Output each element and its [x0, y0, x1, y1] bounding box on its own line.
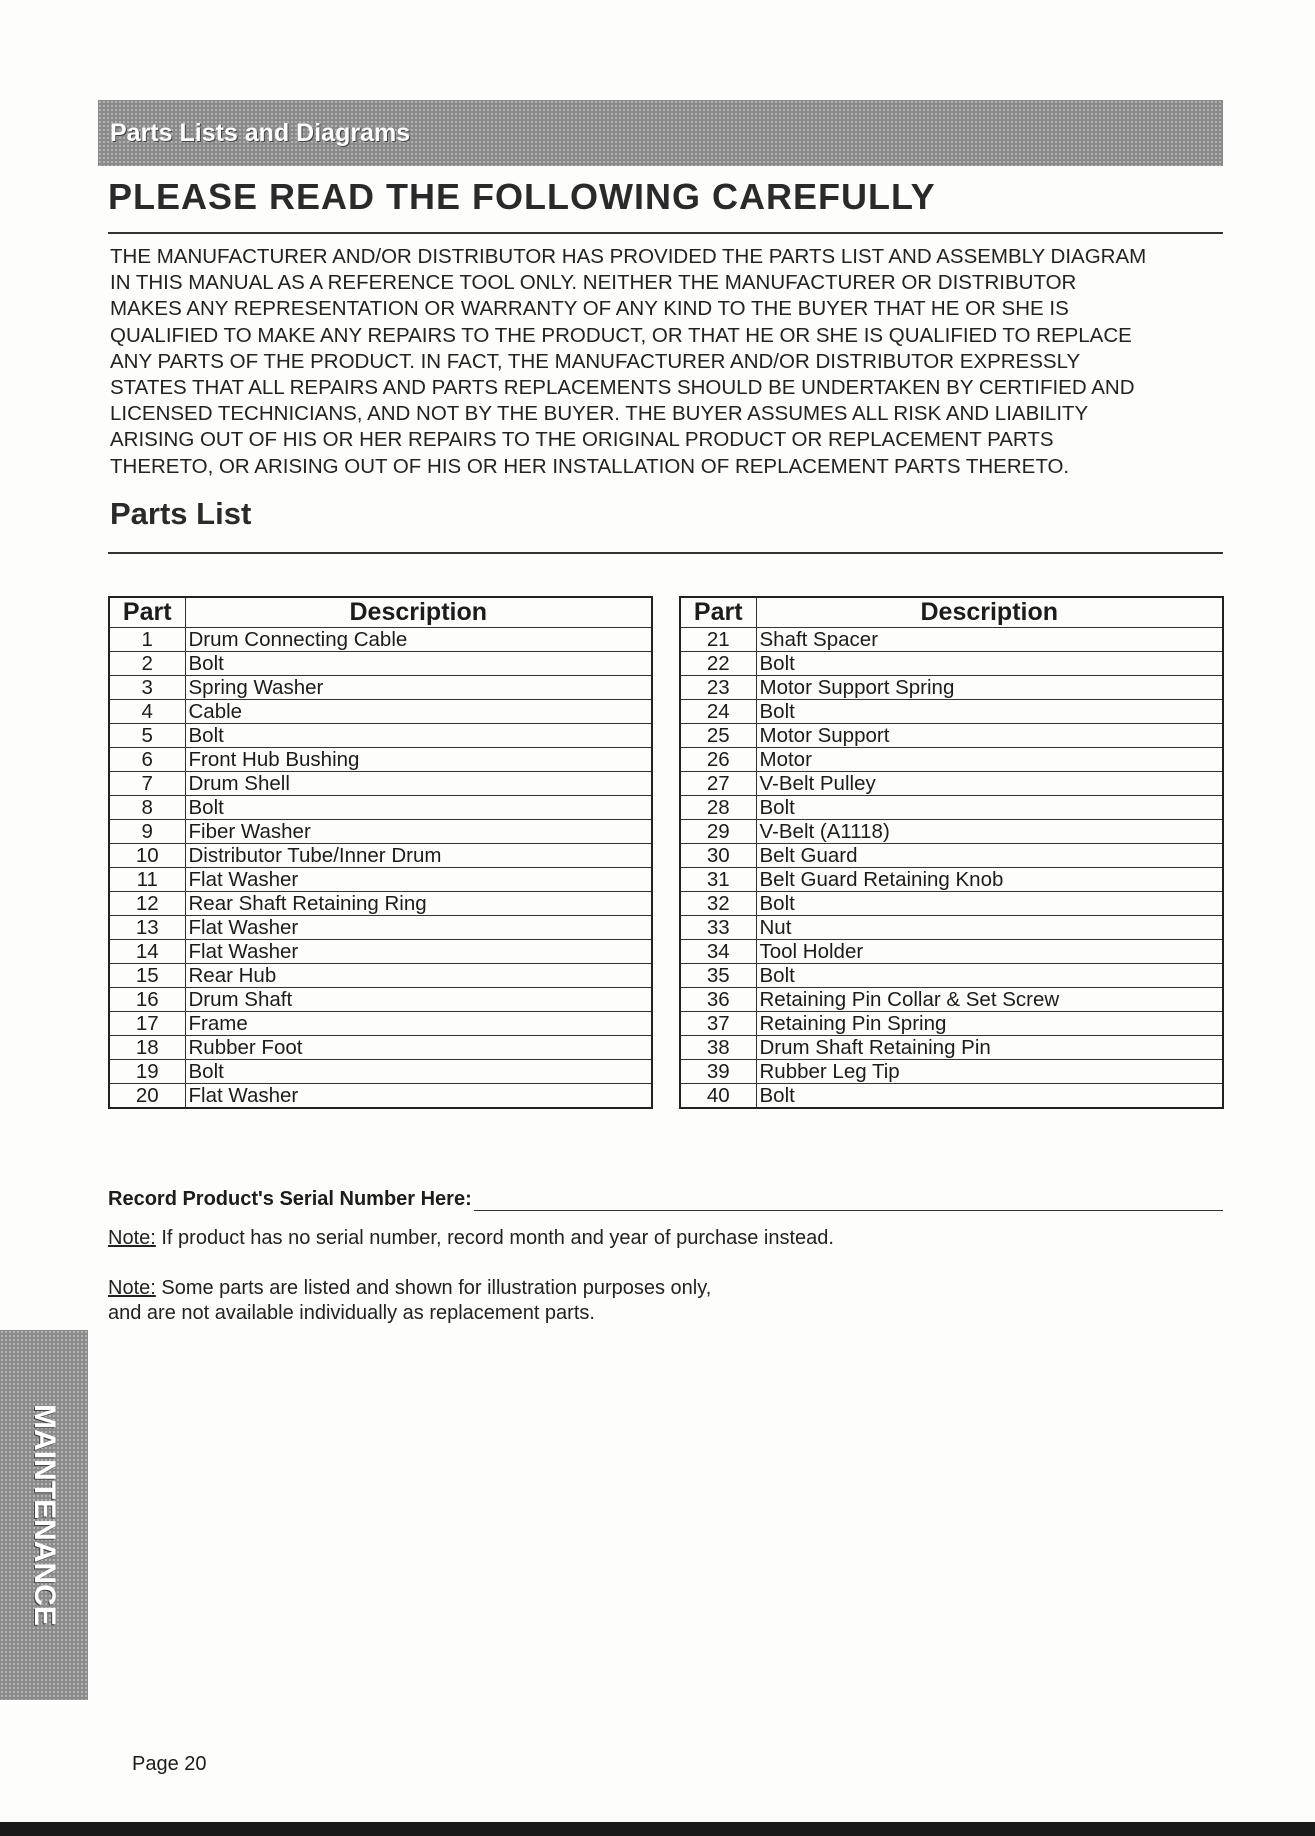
- part-description: Motor Support: [756, 724, 1223, 748]
- part-description: Flat Washer: [185, 868, 652, 892]
- part-description: Bolt: [756, 796, 1223, 820]
- table-row: [680, 964, 1223, 988]
- note-text: If product has no serial number, record month and year of purchase instead.: [161, 1227, 834, 1249]
- table-row: [680, 1084, 1223, 1109]
- part-number: 10: [109, 844, 185, 868]
- part-number: 33: [680, 916, 756, 940]
- part-description: Flat Washer: [185, 1084, 652, 1109]
- part-description: Flat Washer: [185, 940, 652, 964]
- part-description: Bolt: [756, 892, 1223, 916]
- table-row: [109, 868, 652, 892]
- table-row: [109, 988, 652, 1012]
- serial-number-field: [108, 1188, 1223, 1211]
- part-description: Bolt: [756, 964, 1223, 988]
- title-divider: [108, 232, 1223, 234]
- part-description: Bolt: [185, 724, 652, 748]
- part-description: Bolt: [756, 652, 1223, 676]
- table-row: [109, 940, 652, 964]
- part-description: Distributor Tube/Inner Drum: [185, 844, 652, 868]
- serial-number-blank-line: [474, 1192, 1223, 1211]
- part-description: Rear Shaft Retaining Ring: [185, 892, 652, 916]
- part-number: 5: [109, 724, 185, 748]
- table-row: [109, 1060, 652, 1084]
- table-row: [109, 964, 652, 988]
- part-description: Retaining Pin Collar & Set Screw: [756, 988, 1223, 1012]
- table-header-row: [680, 597, 1223, 628]
- disclaimer-line: IN THIS MANUAL AS A REFERENCE TOOL ONLY. NEITHER THE MANUFACTURER OR DISTRIBUTOR: [110, 271, 1077, 295]
- part-description: Drum Connecting Cable: [185, 628, 652, 652]
- part-description: Nut: [756, 916, 1223, 940]
- note-label: Note:: [108, 1227, 156, 1249]
- column-header-part: Part: [680, 597, 756, 628]
- part-number: 15: [109, 964, 185, 988]
- part-number: 20: [109, 1084, 185, 1109]
- part-number: 19: [109, 1060, 185, 1084]
- table-row: [109, 772, 652, 796]
- part-number: 3: [109, 676, 185, 700]
- part-number: 22: [680, 652, 756, 676]
- disclaimer-line: QUALIFIED TO MAKE ANY REPAIRS TO THE PRODUCT, OR THAT HE OR SHE IS QUALIFIED TO REPLACE: [110, 323, 1132, 347]
- part-number: 36: [680, 988, 756, 1012]
- disclaimer-line: ARISING OUT OF HIS OR HER REPAIRS TO THE ORIGINAL PRODUCT OR REPLACEMENT PARTS: [110, 428, 1054, 452]
- part-description: Motor: [756, 748, 1223, 772]
- part-description: Belt Guard Retaining Knob: [756, 868, 1223, 892]
- part-number: 29: [680, 820, 756, 844]
- note-label: Note:: [108, 1277, 156, 1299]
- table-row: [109, 700, 652, 724]
- part-description: Cable: [185, 700, 652, 724]
- disclaimer-line: ANY PARTS OF THE PRODUCT. IN FACT, THE MANUFACTURER AND/OR DISTRIBUTOR EXPRESSLY: [110, 349, 1081, 373]
- part-number: 27: [680, 772, 756, 796]
- table-row: [680, 676, 1223, 700]
- part-description: Flat Washer: [185, 916, 652, 940]
- note-serial: [108, 1226, 834, 1251]
- part-description: Bolt: [185, 796, 652, 820]
- part-description: Front Hub Bushing: [185, 748, 652, 772]
- table-row: [109, 652, 652, 676]
- part-number: 31: [680, 868, 756, 892]
- part-description: Rubber Leg Tip: [756, 1060, 1223, 1084]
- table-row: [109, 748, 652, 772]
- part-number: 9: [109, 820, 185, 844]
- side-tab-label: MAINTENANCE: [28, 1404, 61, 1626]
- table-row: [680, 868, 1223, 892]
- parts-table-right: [679, 596, 1224, 1109]
- banner-label: Parts Lists and Diagrams: [110, 118, 411, 147]
- part-description: Drum Shell: [185, 772, 652, 796]
- part-description: Bolt: [185, 652, 652, 676]
- table-row: [680, 1012, 1223, 1036]
- part-number: 32: [680, 892, 756, 916]
- note-text: and are not available individually as replacement parts.: [108, 1302, 595, 1324]
- part-number: 14: [109, 940, 185, 964]
- part-number: 28: [680, 796, 756, 820]
- page-title: PLEASE READ THE FOLLOWING CAREFULLY: [108, 176, 936, 217]
- table-row: [109, 796, 652, 820]
- part-description: Shaft Spacer: [756, 628, 1223, 652]
- table-row: [680, 628, 1223, 652]
- part-description: V-Belt (A1118): [756, 820, 1223, 844]
- part-description: Rubber Foot: [185, 1036, 652, 1060]
- part-number: 37: [680, 1012, 756, 1036]
- parts-table-left: [108, 596, 653, 1109]
- part-description: Bolt: [185, 1060, 652, 1084]
- part-description: Tool Holder: [756, 940, 1223, 964]
- part-number: 7: [109, 772, 185, 796]
- part-number: 2: [109, 652, 185, 676]
- part-number: 23: [680, 676, 756, 700]
- part-description: Bolt: [756, 1084, 1223, 1109]
- disclaimer-line: THE MANUFACTURER AND/OR DISTRIBUTOR HAS PROVIDED THE PARTS LIST AND ASSEMBLY DIAGRAM: [110, 245, 1147, 268]
- table-row: [109, 1036, 652, 1060]
- disclaimer-line: STATES THAT ALL REPAIRS AND PARTS REPLACEMENTS SHOULD BE UNDERTAKEN BY CERTIFIED AND: [110, 376, 1135, 400]
- part-description: V-Belt Pulley: [756, 772, 1223, 796]
- part-number: 18: [109, 1036, 185, 1060]
- table-row: [680, 892, 1223, 916]
- part-description: Bolt: [756, 700, 1223, 724]
- part-number: 4: [109, 700, 185, 724]
- part-number: 17: [109, 1012, 185, 1036]
- note-text: Some parts are listed and shown for illustration purposes only,: [161, 1277, 712, 1299]
- part-description: Drum Shaft Retaining Pin: [756, 1036, 1223, 1060]
- part-number: 35: [680, 964, 756, 988]
- table-row: [680, 940, 1223, 964]
- table-row: [680, 700, 1223, 724]
- part-number: 24: [680, 700, 756, 724]
- table-row: [680, 796, 1223, 820]
- parts-list-divider: [108, 552, 1223, 554]
- table-row: [109, 892, 652, 916]
- table-row: [680, 820, 1223, 844]
- part-number: 34: [680, 940, 756, 964]
- part-number: 25: [680, 724, 756, 748]
- disclaimer-paragraph: [110, 244, 1220, 480]
- disclaimer-line: THERETO, OR ARISING OUT OF HIS OR HER INSTALLATION OF REPLACEMENT PARTS THERETO.: [110, 454, 1070, 478]
- part-description: Fiber Washer: [185, 820, 652, 844]
- table-row: [680, 748, 1223, 772]
- part-number: 26: [680, 748, 756, 772]
- table-row: [680, 988, 1223, 1012]
- part-number: 30: [680, 844, 756, 868]
- table-row: [680, 844, 1223, 868]
- part-number: 13: [109, 916, 185, 940]
- table-row: [109, 676, 652, 700]
- table-header-row: [109, 597, 652, 628]
- parts-list-title: Parts List: [110, 496, 252, 531]
- disclaimer-line: LICENSED TECHNICIANS, AND NOT BY THE BUYER. THE BUYER ASSUMES ALL RISK AND LIABILITY: [110, 402, 1089, 426]
- page-number: Page 20: [132, 1753, 207, 1775]
- serial-number-label: Record Product's Serial Number Here:: [108, 1188, 472, 1210]
- column-header-part: Part: [109, 597, 185, 628]
- table-row: [680, 1036, 1223, 1060]
- column-header-description: Description: [756, 597, 1223, 628]
- part-description: Retaining Pin Spring: [756, 1012, 1223, 1036]
- table-row: [109, 820, 652, 844]
- part-description: Rear Hub: [185, 964, 652, 988]
- note-illustration: [108, 1276, 711, 1326]
- part-description: Drum Shaft: [185, 988, 652, 1012]
- table-row: [109, 1084, 652, 1109]
- table-row: [109, 1012, 652, 1036]
- table-row: [109, 916, 652, 940]
- part-number: 39: [680, 1060, 756, 1084]
- part-number: 38: [680, 1036, 756, 1060]
- table-row: [109, 724, 652, 748]
- part-number: 11: [109, 868, 185, 892]
- part-description: Spring Washer: [185, 676, 652, 700]
- table-row: [680, 916, 1223, 940]
- table-row: [680, 724, 1223, 748]
- column-header-description: Description: [185, 597, 652, 628]
- section-banner: [98, 100, 1223, 166]
- part-number: 1: [109, 628, 185, 652]
- table-row: [680, 652, 1223, 676]
- part-number: 16: [109, 988, 185, 1012]
- part-description: Frame: [185, 1012, 652, 1036]
- part-number: 6: [109, 748, 185, 772]
- table-row: [109, 844, 652, 868]
- scan-bottom-edge: [0, 1822, 1315, 1836]
- part-number: 8: [109, 796, 185, 820]
- part-number: 21: [680, 628, 756, 652]
- table-row: [680, 1060, 1223, 1084]
- maintenance-side-tab: [0, 1330, 88, 1700]
- part-number: 40: [680, 1084, 756, 1109]
- part-description: Belt Guard: [756, 844, 1223, 868]
- disclaimer-line: MAKES ANY REPRESENTATION OR WARRANTY OF ANY KIND TO THE BUYER THAT HE OR SHE IS: [110, 297, 1069, 321]
- table-row: [109, 628, 652, 652]
- part-number: 12: [109, 892, 185, 916]
- table-row: [680, 772, 1223, 796]
- part-description: Motor Support Spring: [756, 676, 1223, 700]
